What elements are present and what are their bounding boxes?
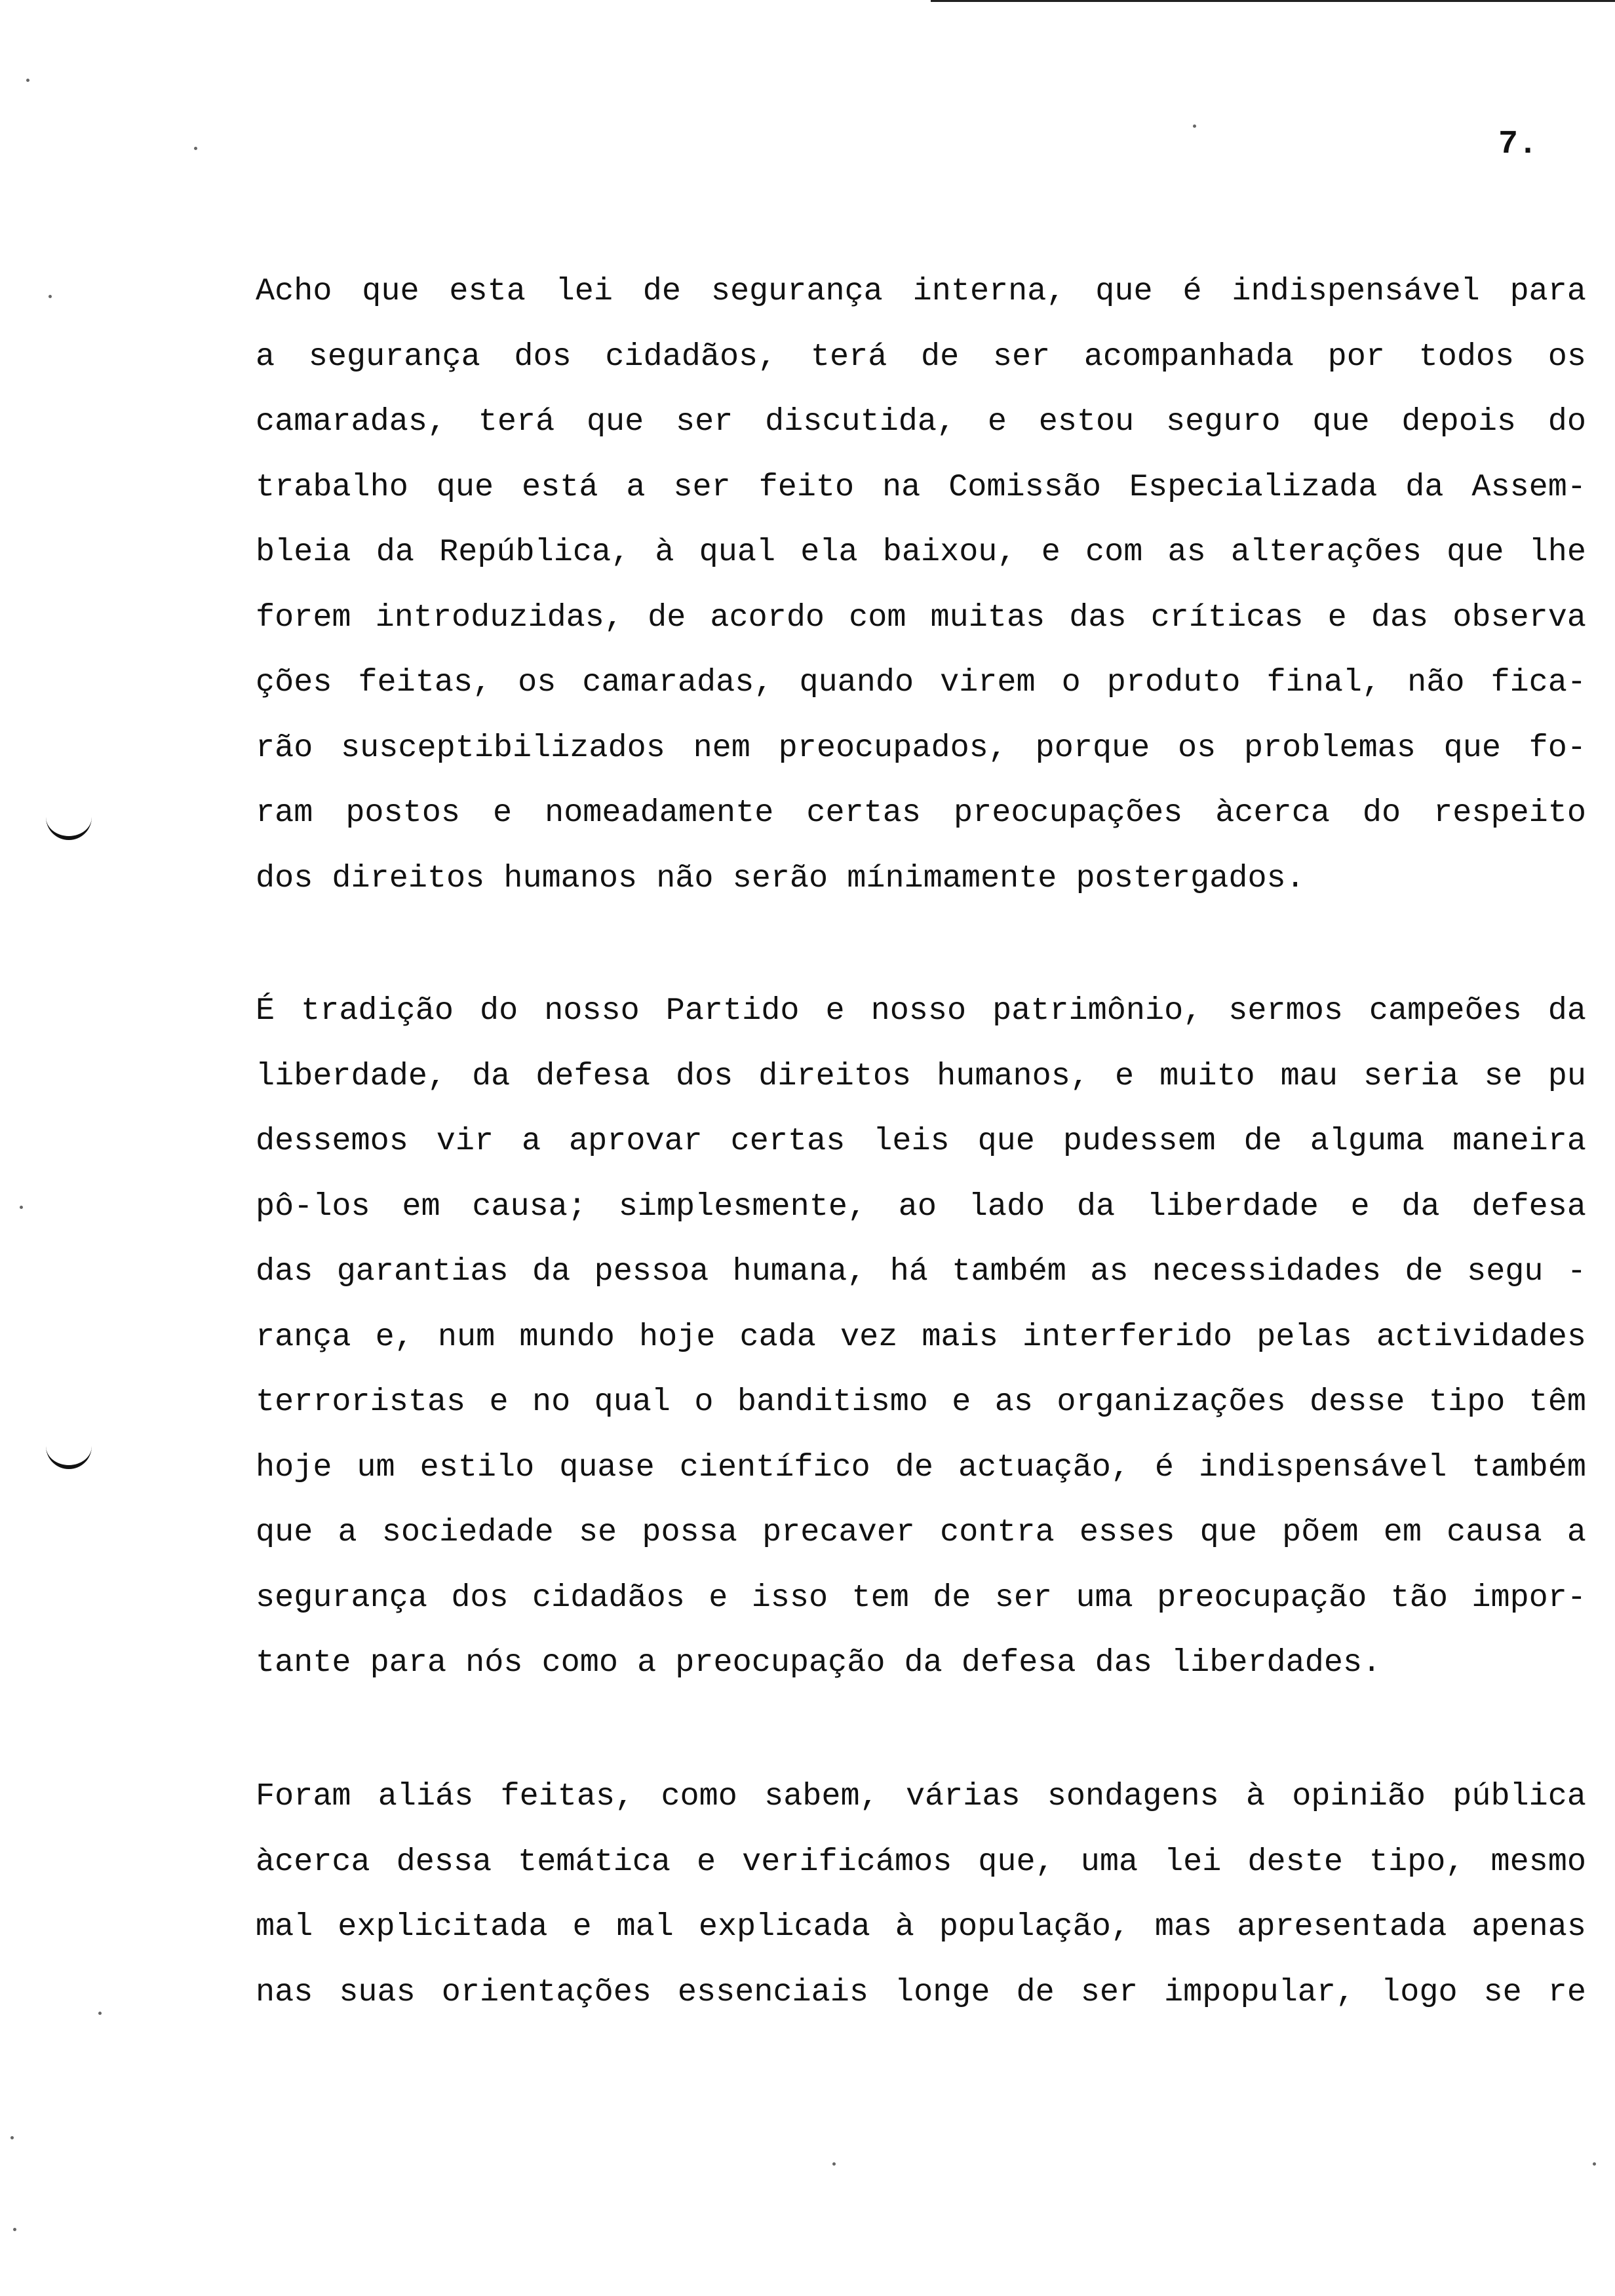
text-line: mal explicitada e mal explicada à população, mas apresentada apenas xyxy=(256,1909,1586,1945)
text-line: terroristas e no qual o banditismo e as organizações desse tipo têm xyxy=(256,1384,1586,1420)
text-line: àcerca dessa temática e verificámos que, uma lei deste tipo, mesmo xyxy=(256,1843,1586,1880)
scan-speck xyxy=(26,79,29,82)
text-line: hoje um estilo quase científico de actuação, é indispensável também xyxy=(256,1449,1586,1485)
text-line: Foram aliás feitas, como sabem, várias sondagens à opinião pública xyxy=(256,1778,1586,1814)
text-line: ções feitas, os camaradas, quando virem o produto final, não fica- xyxy=(256,664,1586,700)
text-line: rança e, num mundo hoje cada vez mais interferido pelas actividades xyxy=(256,1318,1586,1355)
text-line: bleia da República, à qual ela baixou, e com as alterações que lhe xyxy=(256,534,1586,570)
text-line: nas suas orientações essenciais longe de ser impopular, logo se re xyxy=(256,1974,1586,2010)
margin-checkmark xyxy=(46,813,92,840)
text-line: camaradas, terá que ser discutida, e estou seguro que depois do xyxy=(256,404,1586,440)
scan-speck xyxy=(194,147,197,150)
text-line: É tradição do nosso Partido e nosso patrimônio, sermos campeões da xyxy=(256,993,1586,1029)
paragraph-3 xyxy=(256,1764,1586,2025)
text-line: ram postos e nomeadamente certas preocupações àcerca do respeito xyxy=(256,795,1586,831)
text-line: forem introduzidas, de acordo com muitas das críticas e das observa xyxy=(256,599,1586,636)
text-line: trabalho que está a ser feito na Comissão Especializada da Assem- xyxy=(256,469,1586,505)
paragraph-2 xyxy=(256,978,1586,1696)
paragraph-1 xyxy=(256,259,1586,911)
text-line: a segurança dos cidadãos, terá de ser acompanhada por todos os xyxy=(256,338,1586,375)
text-line: tante para nós como a preocupação da defesa das liberdades. xyxy=(256,1645,1382,1681)
scan-speck xyxy=(1593,2162,1596,2166)
scan-speck xyxy=(832,2162,836,2166)
margin-checkmark xyxy=(46,1442,92,1469)
scan-speck xyxy=(49,295,52,298)
page-number: 7. xyxy=(1498,126,1538,163)
text-line: segurança dos cidadãos e isso tem de ser uma preocupação tão impor- xyxy=(256,1579,1586,1616)
scan-speck xyxy=(98,2012,102,2015)
scan-speck xyxy=(20,1206,23,1209)
text-line: pô-los em causa; simplesmente, ao lado da liberdade e da defesa xyxy=(256,1188,1586,1225)
scan-speck xyxy=(1193,124,1196,128)
top-rule xyxy=(931,0,1615,2)
text-line: que a sociedade se possa precaver contra esses que põem em causa a xyxy=(256,1514,1586,1550)
text-line: dessemos vir a aprovar certas leis que pudessem de alguma maneira xyxy=(256,1123,1586,1159)
scan-speck xyxy=(13,2228,16,2231)
text-line: rão susceptibilizados nem preocupados, porque os problemas que fo- xyxy=(256,729,1586,766)
scan-speck xyxy=(10,2136,14,2139)
text-line: dos direitos humanos não serão mínimamente postergados. xyxy=(256,860,1305,896)
text-line: das garantias da pessoa humana, há também as necessidades de segu - xyxy=(256,1253,1586,1290)
text-line: liberdade, da defesa dos direitos humanos, e muito mau seria se pu xyxy=(256,1058,1586,1094)
text-line: Acho que esta lei de segurança interna, que é indispensável para xyxy=(256,273,1586,309)
